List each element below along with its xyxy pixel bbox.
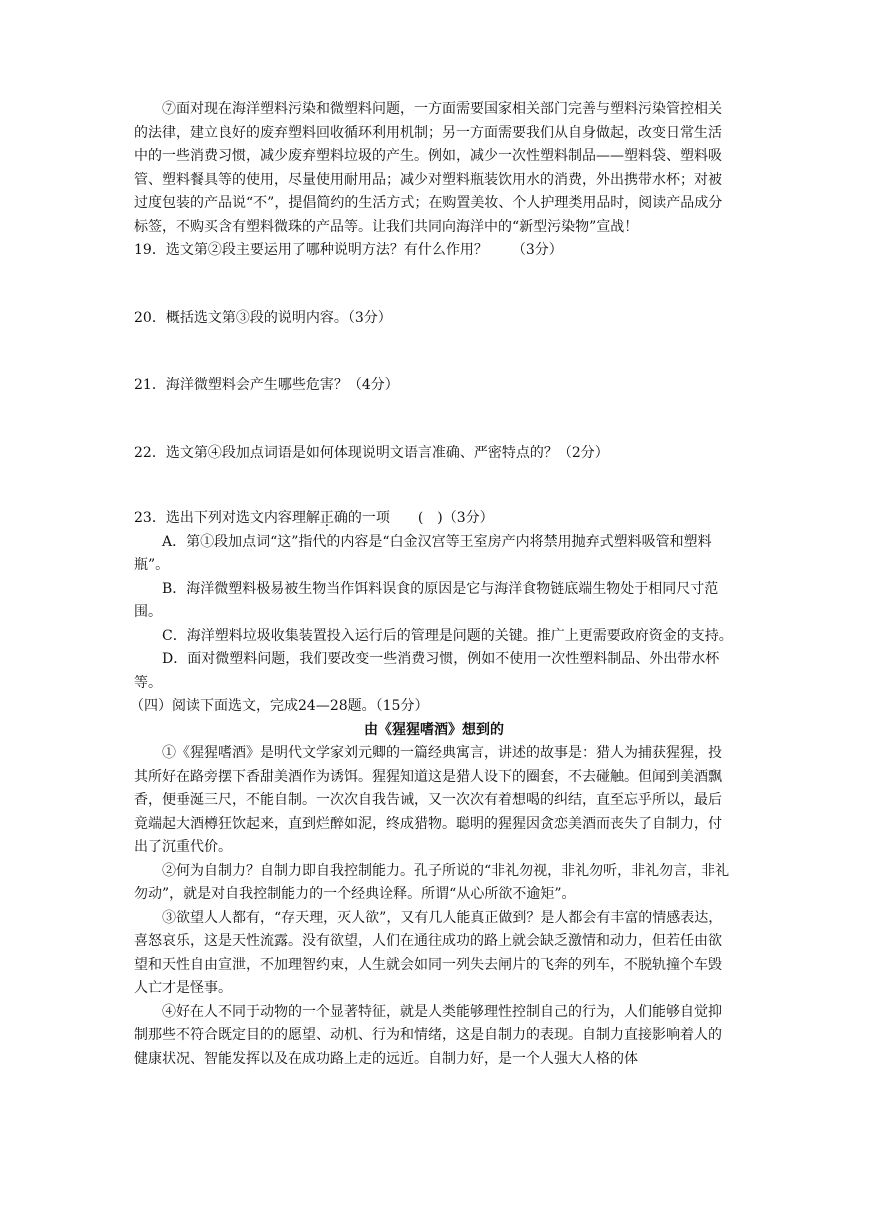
option-a[interactable]: A．第①段加点词“这”指代的内容是“白金汉宫等王室房产内将禁用抛弃式塑料吸管和塑料瓶”。 (134, 533, 712, 573)
answer-space-22[interactable] (134, 465, 734, 507)
question-23-text-a: 23．选出下列对选文内容理解 (134, 510, 320, 526)
answer-space-19[interactable] (134, 263, 734, 307)
emphasis-dot-char: 正 (319, 510, 334, 526)
option-c[interactable]: C．海洋塑料垃圾收集装置投入运行后的管理是问题的关键。推广上更需要政府资金的支持。 (162, 627, 733, 644)
question-19-text: 19．选文第②段主要运用了哪种说明方法？有什么作用？ (134, 242, 488, 258)
question-22: 22．选文第④段加点词语是如何体现说明文语言准确、严密特点的？（2分） (134, 444, 609, 461)
paragraph-7: ⑦面对现在海洋塑料污染和微塑料问题，一方面需要国家相关部门完善与塑料污染管控相关的法律，建立良好的废弃塑料回收循环利用机制；另一方面需要我们从自身做起，改变日常生活中的一些消费习惯，减少废弃塑料垃圾的产生。例如，减少一次性塑料制品——塑料袋、塑料吸管、塑料餐具等的使用，尽量使用耐用品；减少对塑料瓶装饮用水的消费，外出携带水杯；对被过度包装的产品说“不”，提倡简约的生活方式；在购置美妆、个人护理类用品时，阅读产品成分标签，不购买含有塑料微珠的产品等。让我们共同向海洋中的“新型污染物”宣战！ (134, 101, 723, 235)
question-23 (134, 507, 734, 531)
section-4-heading: （四）阅读下面选文，完成24—28题。（15分） (130, 698, 429, 714)
question-19-score: （3分） (511, 242, 563, 258)
answer-space-20[interactable] (134, 330, 734, 374)
article-paragraph-3: ③欲望人人都有，“存天理，灭人欲”，又有几人能真正做到？是人都会有丰富的情感表达，喜怒哀乐，这是天性流露。没有欲望，人们在通往成功的路上就会缺乏激情和动力，但若任由欲望和天性自由宣泄，不加理智约束，人生就会如同一列失去闸片的飞奔的列车，不脱轨撞个车毁人亡才是怪事。 (134, 909, 723, 996)
page-content (130, 98, 734, 1071)
article-paragraph-1: ①《猩猩嗜酒》是明代文学家刘元卿的一篇经典寓言，讲述的故事是：猎人为捕获猩猩，投其所好在路旁摆下香甜美酒作为诱饵。猩猩知道这是猎人设下的圈套，不去碰触。但闻到美酒飘香，便垂涎三尺，不能自制。一次次自我告诫，又一次次有着想喝的纠结，直至忘乎所以，最后竟端起大酒樽狂饮起来，直到烂醉如泥，终成猎物。聪明的猩猩因贪恋美酒而丧失了自制力，付出了沉重代价。 (134, 745, 722, 855)
article-paragraph-4: ④好在人不同于动物的一个显著特征，就是人类能够理性控制自己的行为，人们能够自觉抑制那些不符合既定目的的愿望、动机、行为和情绪，这是自制力的表现。自制力直接影响着人的健康状况、智能发挥以及在成功路上走的远近。自制力好，是一个人强大人格的体 (134, 1003, 722, 1067)
question-20: 20．概括选文第③段的说明内容。（3分） (134, 309, 392, 326)
option-b[interactable]: B．海洋微塑料极易被生物当作饵料误食的原因是它与海洋食物链底端生物处于相同尺寸范围。 (134, 580, 719, 620)
question-21: 21．海洋微塑料会产生哪些危害？（4分） (134, 377, 399, 393)
option-d[interactable]: D．面对微塑料问题，我们要改变一些消费习惯，例如不使用一次性塑料制品、外出带水杯等。 (134, 651, 720, 691)
question-19 (134, 239, 734, 263)
article-paragraph-2: ②何为自制力？自制力即自我控制能力。孔子所说的“非礼勿视，非礼勿听，非礼勿言，非礼勿动”，就是对自我控制能力的一个经典诠释。所谓“从心所欲不逾矩”。 (134, 862, 730, 902)
article-title: 由《猩猩嗜酒》想到的 (364, 721, 504, 738)
answer-space-21[interactable] (134, 398, 734, 442)
question-23-text-b: 确的一项 ( )（3分） (333, 510, 494, 526)
